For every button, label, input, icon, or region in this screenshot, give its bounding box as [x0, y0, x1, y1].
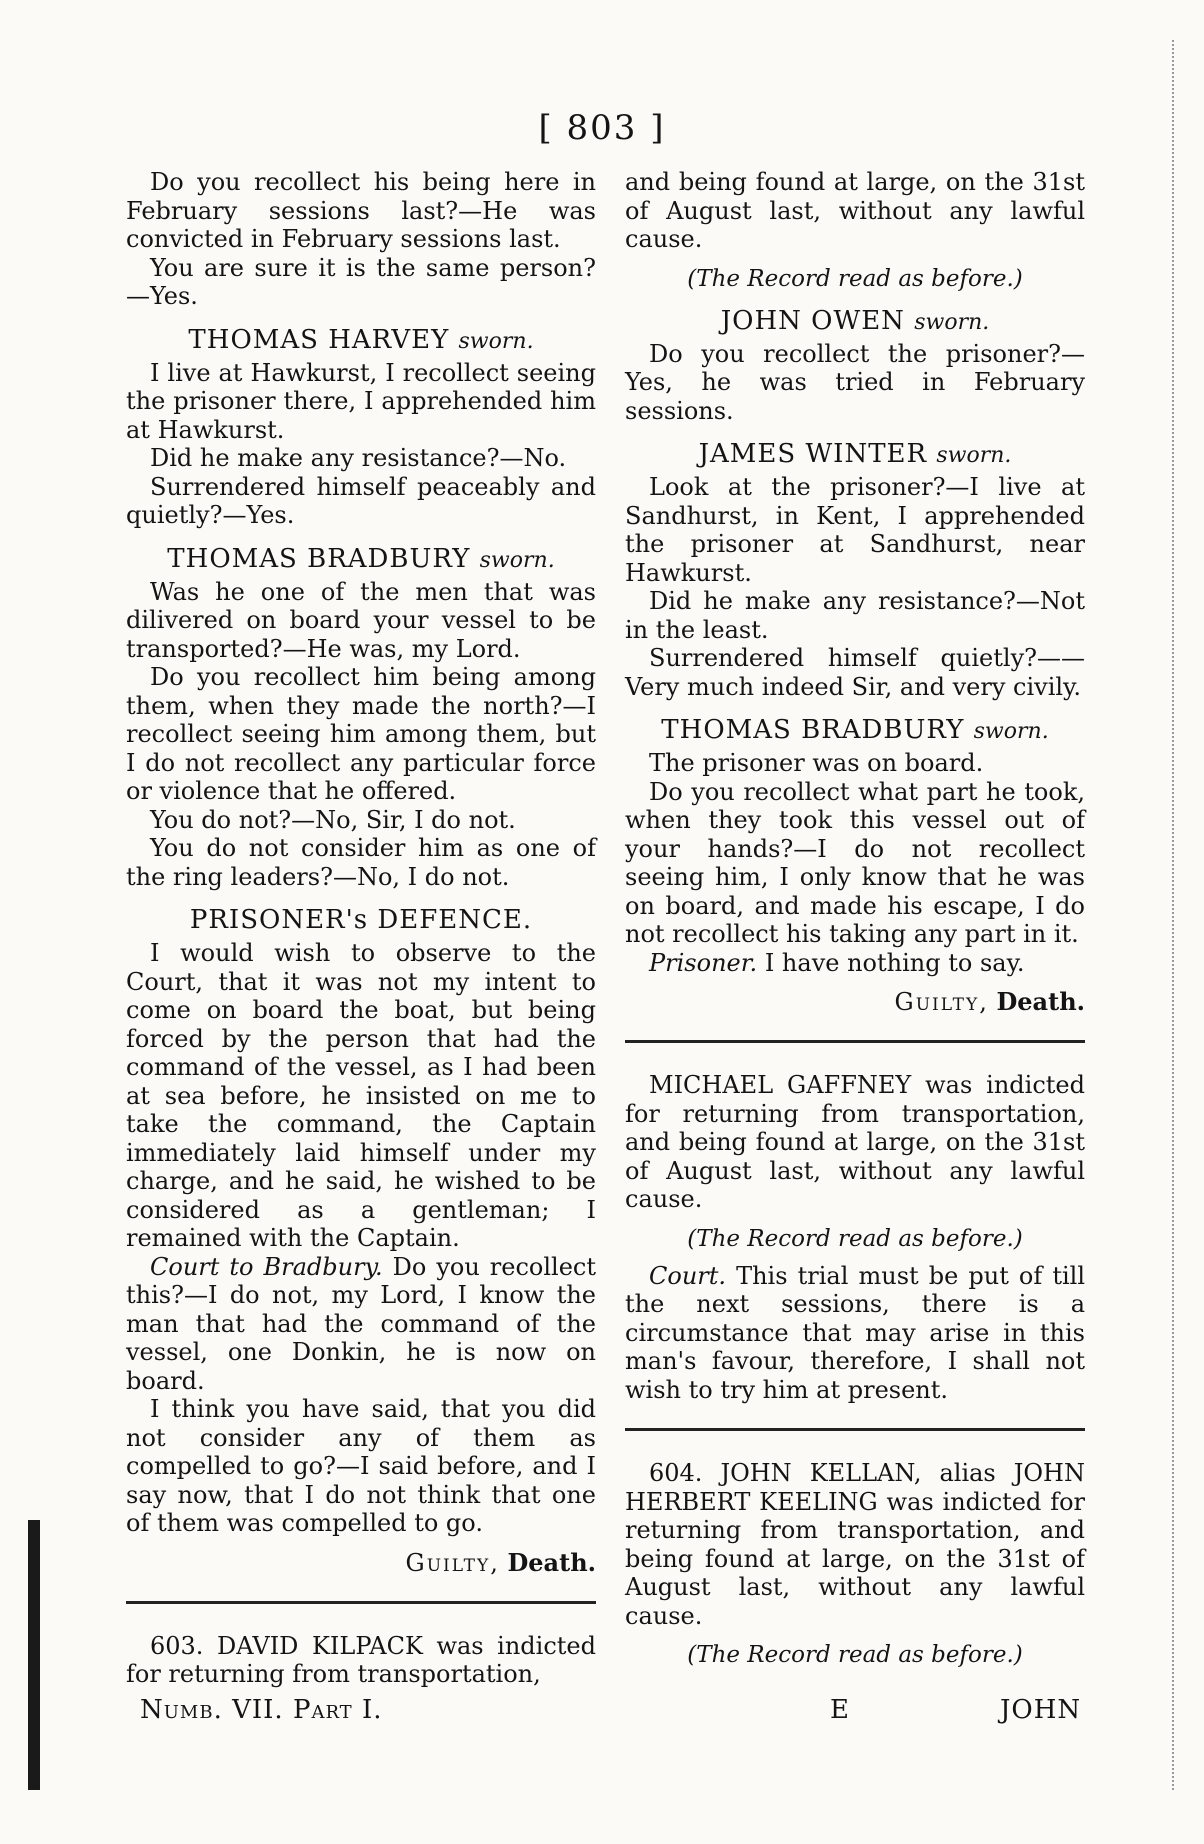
record-note: (The Record read as before.) [687, 1225, 1023, 1252]
section-rule [625, 1040, 1085, 1043]
catchword: JOHN [1000, 1695, 1082, 1725]
paragraph: You do not?—No, Sir, I do not. [150, 805, 516, 834]
verdict-guilty: Guilty, [894, 988, 989, 1016]
paragraph: You do not consider him as one of the ring leaders?—No, I do not. [126, 834, 596, 891]
paragraph: Do you recollect his being here in February sessions last?—He was convicted in February sessions last. [126, 168, 596, 253]
verdict-guilty: Guilty, [405, 1548, 500, 1577]
paragraph: Did he make any resistance?—Not in the least. [625, 587, 1085, 644]
paragraph: Surrendered himself peaceably and quietly?—Yes. [126, 472, 596, 529]
page-number: [ 803 ] [538, 108, 666, 148]
paragraph: Do you recollect the prisoner?—Yes, he was tried in February sessions. [625, 339, 1085, 425]
paragraph [625, 949, 1085, 978]
witness-name: THOMAS HARVEY [188, 324, 450, 355]
paragraph: Surrendered himself quietly?——Very much indeed Sir, and very civily. [625, 644, 1085, 701]
witness-heading [625, 715, 1085, 745]
speech-text: I have nothing to say. [757, 948, 1025, 977]
sworn-label: sworn. [479, 547, 555, 573]
paragraph [625, 1262, 1085, 1405]
paragraph [126, 1253, 596, 1396]
right-column [625, 168, 1085, 1678]
section-rule [126, 1601, 596, 1604]
signature-mark: E [830, 1695, 849, 1725]
speech-text: Do you recollect this?—I do not, my Lord, I know the man that had the command of the vessel, one Donkin, he is now on board. [126, 1252, 597, 1395]
sworn-label: sworn. [914, 309, 990, 335]
sworn-label: sworn. [973, 719, 1049, 744]
paragraph: I would wish to observe to the Court, that it was not my intent to come on board the boat, but being forced by the person that had the command of the vessel, as I had been at sea before, he insisted on me to take the command, the Captain immediately laid himself under my charge, and he said, he wished to be considered as a gentleman; I remained with the Captain. [126, 939, 596, 1252]
paragraph: MICHAEL GAFFNEY was indicted for returning from transportation, and being found at large, on the 31st of August last, without any lawful cause. [625, 1071, 1085, 1213]
sworn-label: sworn. [458, 328, 534, 354]
record-note: (The Record read as before.) [687, 1642, 1023, 1668]
witness-name: THOMAS BRADBURY [167, 543, 471, 574]
witness-name: JOHN OWEN [720, 305, 905, 336]
paragraph: I live at Hawkurst, I recollect seeing the prisoner there, I apprehended him at Hawkurst. [126, 358, 596, 444]
speech-text: This trial must be put of till the next sessions, there is a circumstance that may arise in this man's favour, therefore, I shall not wish to try him at present. [625, 1261, 1085, 1404]
paragraph: I think you have said, that you did not consider any of them as compelled to go?—I said before, and I say now, that I do not think that one of them was compelled to go. [126, 1395, 596, 1537]
paragraph: Look at the prisoner?—I live at Sandhurst, in Kent, I apprehended the prisoner at Sandhurst, near Hawkurst. [625, 473, 1085, 587]
witness-heading [625, 439, 1085, 469]
verdict-sentence: Death. [996, 987, 1085, 1016]
witness-heading [126, 905, 596, 935]
paragraph: Do you recollect him being among them, when they made the north?—I recollect seeing him among them, but I do not recollect any particular force or violence that he offered. [126, 663, 596, 805]
witness-heading [625, 306, 1085, 336]
witness-heading [126, 325, 596, 355]
footer-signature-line: Numb. VII. Part I. [140, 1695, 383, 1725]
verdict-sentence: Death. [507, 1547, 596, 1577]
section-rule [625, 1428, 1085, 1431]
paragraph: Did he make any resistance?—No. [150, 444, 567, 472]
verdict [126, 1548, 596, 1577]
paragraph: Was he one of the men that was dilivered on board your vessel to be transported?—He was, my Lord. [126, 577, 596, 663]
witness-name: JAMES WINTER [698, 439, 928, 469]
speaker-label: Prisoner. [649, 948, 758, 977]
record-note: (The Record read as before.) [687, 265, 1023, 292]
paragraph: 604. JOHN KELLAN, alias JOHN HERBERT KEELING was indicted for returning from transportation, and being found at large, on the 31st of August last, without any lawful cause. [625, 1459, 1085, 1630]
witness-name: PRISONER's DEFENCE. [189, 905, 533, 935]
speaker-label: Court. [649, 1261, 727, 1290]
paragraph: 603. DAVID KILPACK was indicted for returning from transportation, [126, 1631, 596, 1688]
left-column [126, 168, 596, 1689]
paragraph: You are sure it is the same person?—Yes. [126, 253, 596, 310]
witness-heading [126, 544, 596, 574]
page-edge [1170, 40, 1174, 1790]
binding-shadow [28, 1520, 40, 1790]
sworn-label: sworn. [936, 443, 1012, 468]
paragraph: Do you recollect what part he took, when they took this vessel out of your hands?—I do not recollect seeing him, I only know that he was on board, and made his escape, I do not recollect his taking any part in it. [625, 777, 1085, 948]
verdict [625, 987, 1085, 1016]
paragraph: and being found at large, on the 31st of August last, without any lawful cause. [625, 168, 1085, 253]
speaker-label: Court to Bradbury. [150, 1252, 383, 1281]
witness-name: THOMAS BRADBURY [661, 715, 965, 745]
paragraph: The prisoner was on board. [649, 749, 984, 777]
